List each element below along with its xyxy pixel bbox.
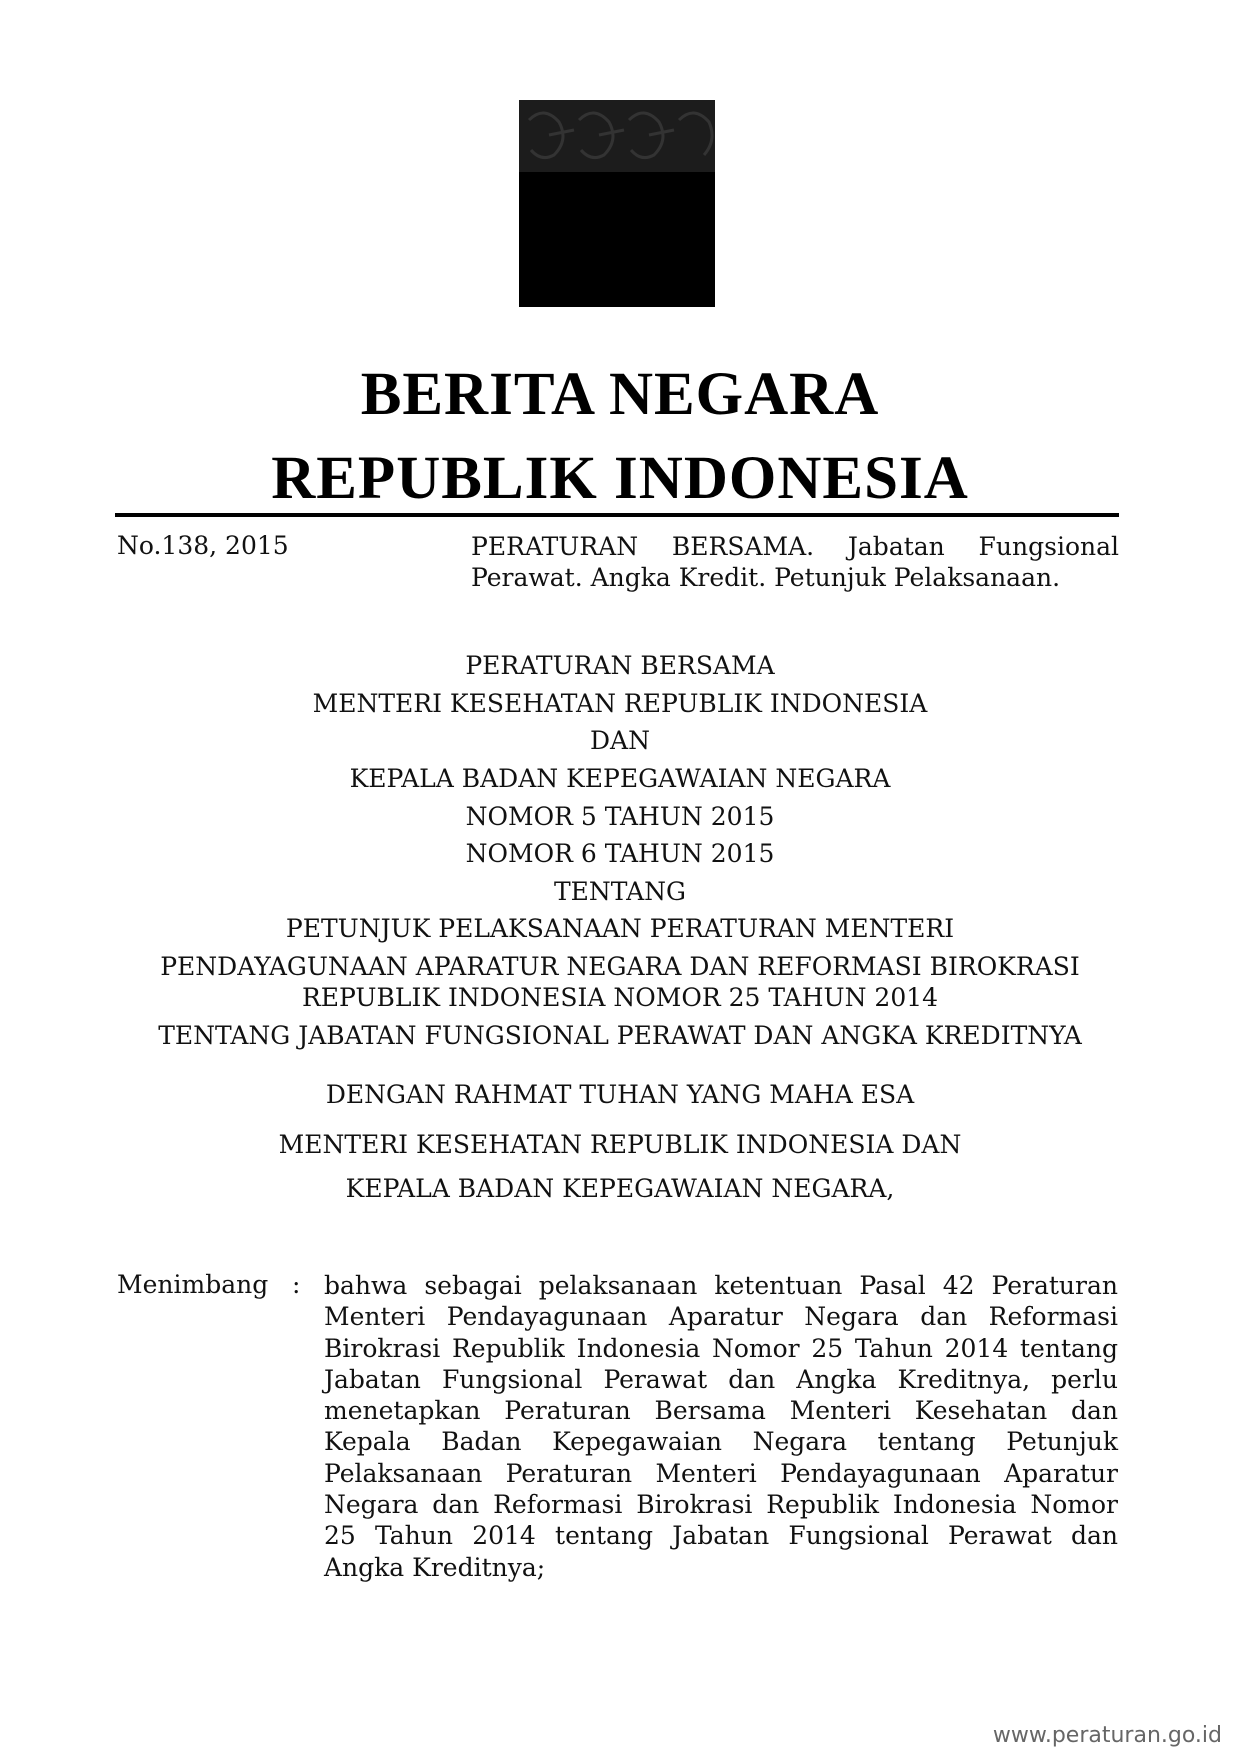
considering-label: Menimbang (117, 1270, 269, 1299)
preamble-line: DENGAN RAHMAT TUHAN YANG MAHA ESA (325, 1080, 915, 1109)
title-line: KEPALA BADAN KEPEGAWAIAN NEGARA (349, 764, 891, 793)
title-line: TENTANG JABATAN FUNGSIONAL PERAWAT DAN ANGKA KREDITNYA (158, 1021, 1082, 1050)
title-line: MENTERI KESEHATAN REPUBLIK INDONESIA (312, 689, 928, 718)
garuda-emblem-icon (519, 100, 715, 307)
title-line: TENTANG (553, 877, 686, 906)
preamble-line: KEPALA BADAN KEPEGAWAIAN NEGARA, (345, 1174, 895, 1203)
masthead-line-1: BERITA NEGARA (360, 361, 880, 428)
footer-url: www.peraturan.go.id (992, 1723, 1222, 1748)
title-line: REPUBLIK INDONESIA NOMOR 25 TAHUN 2014 (301, 983, 939, 1012)
preamble-line: MENTERI KESEHATAN REPUBLIK INDONESIA DAN (278, 1130, 962, 1159)
masthead-divider (115, 513, 1119, 517)
title-line: NOMOR 6 TAHUN 2015 (465, 839, 775, 868)
title-line: PENDAYAGUNAAN APARATUR NEGARA DAN REFORMASI BIROKRASI (160, 952, 1080, 981)
document-subject: PERATURAN BERSAMA. Jabatan Fungsional Perawat. Angka Kredit. Petunjuk Pelaksanaan. (471, 532, 1119, 592)
title-line: PETUNJUK PELAKSANAAN PERATURAN MENTERI (285, 914, 955, 943)
considering-text: bahwa sebagai pelaksanaan ketentuan Pasal 42 Peraturan Menteri Pendayagunaan Aparatur Negara dan Reformasi Birokrasi Republik Indonesia Nomor 25 Tahun 2014 tentang Jabatan Fungsional Perawat dan Angka Kreditnya, perlu menetapkan Peraturan Bersama Menteri Kesehatan dan Kepala Badan Kepegawaian Negara tentang Petunjuk Pelaksanaan Peraturan Menteri Pendayagunaan Aparatur Negara dan Reformasi Birokrasi Republik Indonesia Nomor 25 Tahun 2014 tentang Jabatan Fungsional Perawat dan Angka Kreditnya; (324, 1271, 1118, 1582)
document-number: No.138, 2015 (117, 531, 289, 560)
title-line: NOMOR 5 TAHUN 2015 (465, 802, 775, 831)
title-line: DAN (590, 726, 650, 755)
title-line: PERATURAN BERSAMA (465, 651, 775, 680)
considering-colon: : (292, 1270, 301, 1299)
masthead-line-2: REPUBLIK INDONESIA (271, 445, 969, 512)
